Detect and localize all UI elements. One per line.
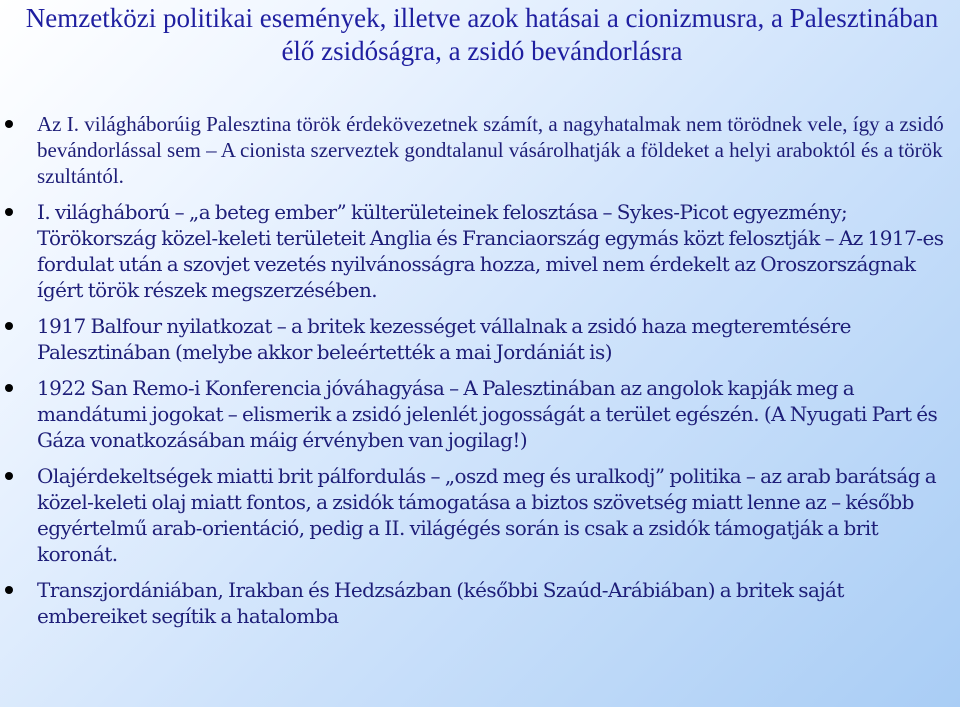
bullet-item bbox=[0, 313, 960, 365]
bullet-item bbox=[0, 577, 960, 629]
bullet-item bbox=[0, 199, 960, 303]
bullet-text: 1917 Balfour nyilatkozat – a britek kezességet vállalnak a zsidó haza megteremtésére Palesztinában (melybe akkor beleértették a mai Jordániát is) bbox=[37, 314, 851, 364]
bullet-text: I. világháború – „a beteg ember” külterületeinek felosztása – Sykes-Picot egyezmény; Törökország közel-keleti területeit Anglia és Franciaország egymás közt felosztják – Az 1917-es fordulat után a szovjet vezetés nyilvánosságra hozza, mivel nem érdekelt az Oroszországnak ígért török részek megszerzésében. bbox=[37, 200, 944, 302]
bullet-dot-icon bbox=[5, 208, 13, 216]
bullet-dot-icon bbox=[5, 120, 13, 128]
bullet-text: Olajérdekeltségek miatti brit pálfordulás – „oszd meg és uralkodj” politika – az arab barátság a közel-keleti olaj miatt fontos, a zsidók támogatása a biztos szövetség miatt lenne az – később egyértelmű arab-orientáció, pedig a II. világégés során is csak a zsidók támogatják a brit koronát. bbox=[37, 464, 937, 566]
bullet-list bbox=[0, 111, 960, 639]
bullet-text: Az I. világháborúig Palesztina török érdekövezetnek számít, a nagyhatalmak nem törödnek vele, így a zsidó bevándorlással sem – A cionista szerveztek gondtalanul vásárolhatják a földeket a helyi araboktól és a török szultántól. bbox=[37, 112, 944, 188]
slide-title: Nemzetközi politikai események, illetve azok hatásai a cionizmusra, a Palesztinában élő zsidóságra, a zsidó bevándorlásra bbox=[25, 3, 939, 66]
bullet-dot-icon bbox=[5, 472, 13, 480]
bullet-dot-icon bbox=[5, 322, 13, 330]
bullet-dot-icon bbox=[5, 586, 13, 594]
bullet-text: 1922 San Remo-i Konferencia jóváhagyása – A Palesztinában az angolok kapják meg a mandátumi jogokat – elismerik a zsidó jelenlét jogosságát a terület egészén. (A Nyugati Part és Gáza vonatkozásában máig érvényben van jogilag!) bbox=[37, 376, 938, 452]
bullet-item bbox=[0, 463, 960, 567]
bullet-dot-icon bbox=[5, 384, 13, 392]
bullet-item bbox=[0, 375, 960, 453]
bullet-text: Transzjordániában, Irakban és Hedzsázban (későbbi Szaúd-Arábiában) a britek saját embereiket segítik a hatalomba bbox=[37, 578, 844, 628]
bullet-item bbox=[0, 111, 960, 189]
